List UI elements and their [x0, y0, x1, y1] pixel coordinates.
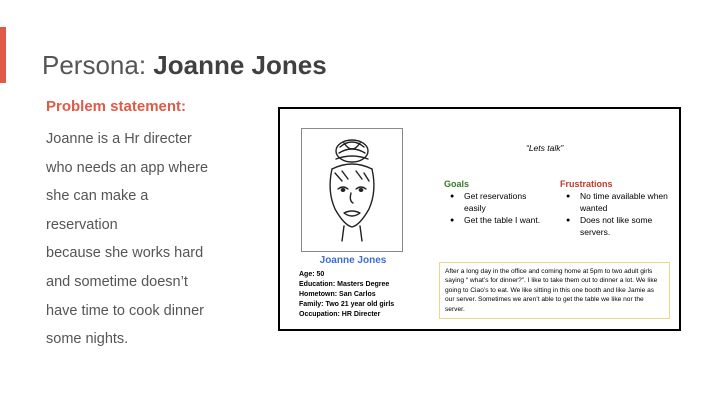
problem-line: some nights.	[46, 331, 129, 348]
demographic-hometown: Hometown: San Carlos	[299, 291, 376, 298]
persona-bio: After a long day in the office and coming home at 5pm to two adult girls saying “ what’s for dinner?”. I like to take them out to dinner a lot. We like going to Ciao’s to eat. We like sitting in this one booth and like Jamie as our server. Sometimes we aren’t able to get the table we like nor the server.	[439, 262, 670, 319]
title-persona-name: Joanne Jones	[153, 50, 327, 80]
frustration-item: ● Does not like some servers.	[566, 215, 670, 238]
persona-quote: “Lets talk”	[526, 143, 564, 153]
problem-statement-body	[46, 125, 276, 354]
goal-item: ● Get the table I want.	[450, 215, 546, 227]
persona-portrait	[301, 128, 403, 252]
demographic-age: Age: 50	[299, 271, 325, 278]
problem-line: who needs an app where	[46, 159, 209, 176]
problem-line: have time to cook dinner	[46, 302, 204, 319]
slide-title	[42, 50, 327, 81]
title-prefix: Persona:	[42, 50, 154, 80]
frustration-item: ● No time available when wanted	[566, 191, 670, 214]
persona-card	[278, 107, 681, 331]
frustrations-list	[566, 191, 670, 239]
goal-item: ● Get reservations easily	[450, 191, 546, 214]
problem-line: Joanne is a Hr directer	[46, 131, 192, 147]
problem-line: because she works hard	[46, 245, 204, 262]
goals-list	[450, 191, 546, 228]
problem-statement-heading: Problem statement:	[46, 98, 187, 115]
persona-sketch-icon	[302, 129, 402, 251]
accent-bar	[0, 27, 6, 83]
problem-line: and sometime doesn’t	[46, 273, 188, 290]
demographic-education: Education: Masters Degree	[299, 281, 390, 288]
persona-name: Joanne Jones	[319, 255, 387, 266]
demographic-family: Family: Two 21 year old girls	[299, 301, 395, 308]
problem-line: reservation	[46, 216, 118, 233]
demographic-occupation: Occupation: HR Directer	[299, 311, 381, 318]
persona-demographics	[299, 270, 394, 320]
goals-heading: Goals	[444, 179, 470, 189]
frustrations-heading: Frustrations	[560, 179, 613, 189]
problem-line: she can make a	[46, 188, 149, 205]
